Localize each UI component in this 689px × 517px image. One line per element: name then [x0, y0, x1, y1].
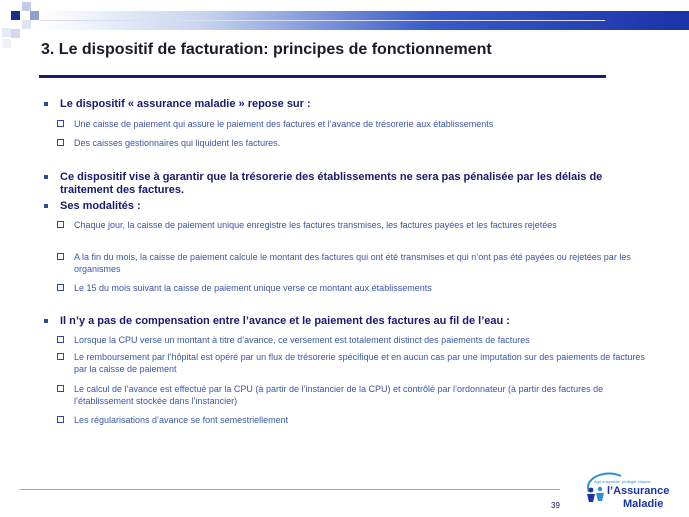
bullet-item [44, 315, 630, 328]
hollow-square-bullet-icon [57, 284, 64, 291]
sub-bullet-text: Une caisse de paiement qui assure le paiement des factures et l’avance de trésorerie aux établissements [74, 119, 494, 129]
square-bullet-icon [44, 102, 48, 106]
sub-bullet-item [57, 282, 647, 294]
hollow-square-bullet-icon [57, 385, 64, 392]
deco-square [2, 28, 11, 37]
deco-square [22, 2, 31, 11]
bullet-text: Ce dispositif vise à garantir que la trésorerie des établissements ne sera pas pénalisée par les délais de traitement des factures. [60, 171, 603, 196]
sub-bullet-item [57, 251, 647, 275]
deco-square [30, 11, 39, 20]
title-underline [39, 75, 606, 78]
deco-square [22, 20, 31, 29]
assurance-maladie-logo [583, 470, 683, 512]
hollow-square-bullet-icon [57, 221, 64, 228]
hollow-square-bullet-icon [57, 336, 64, 343]
square-bullet-icon [44, 175, 48, 179]
logo-tagline: Agir ensemble, protéger chacun [594, 479, 651, 484]
bullet-item [44, 98, 630, 111]
header-bar-line [40, 20, 605, 21]
deco-square [2, 39, 11, 48]
deco-square [11, 29, 20, 38]
sub-bullet-item [57, 219, 647, 231]
square-bullet-icon [44, 319, 48, 323]
sub-bullet-item [57, 137, 647, 149]
bullet-text: Il n’y a pas de compensation entre l’avance et le paiement des factures au fil de l’eau : [60, 315, 510, 327]
hollow-square-bullet-icon [57, 353, 64, 360]
bullet-text: Ses modalités : [60, 200, 141, 212]
deco-square [11, 11, 20, 20]
page-number: 39 [551, 501, 560, 510]
bullet-text: Le dispositif « assurance maladie » repose sur : [60, 98, 311, 110]
sub-bullet-text: Le remboursement par l’hôpital est opéré par un flux de trésorerie spécifique et en aucun cas par une imputation sur des paiements de factures par la caisse de paiement [74, 352, 645, 374]
sub-bullet-item [57, 334, 647, 346]
hollow-square-bullet-icon [57, 139, 64, 146]
sub-bullet-item [57, 351, 647, 375]
sub-bullet-item [57, 414, 647, 426]
hollow-square-bullet-icon [57, 416, 64, 423]
square-bullet-icon [44, 204, 48, 208]
sub-bullet-text: Le 15 du mois suivant la caisse de paiement unique verse ce montant aux établissements [74, 283, 432, 293]
hollow-square-bullet-icon [57, 253, 64, 260]
hollow-square-bullet-icon [57, 120, 64, 127]
sub-bullet-text: Les régularisations d’avance se font semestriellement [74, 415, 289, 425]
logo-line1: l’Assurance [607, 485, 670, 497]
sub-bullet-text: Le calcul de l’avance est effectué par la CPU (à partir de l’instancier de la CPU) et contrôlé par l’ordonnateur (à partir des factures de l’établissement stockée dans l’instancier) [74, 384, 604, 406]
logo-figures-icon [587, 487, 604, 502]
logo-line2: Maladie [623, 498, 664, 510]
sub-bullet-item [57, 383, 647, 407]
sub-bullet-text: Chaque jour, la caisse de paiement unique enregistre les factures transmises, les factures payées et les factures rejetées [74, 220, 557, 230]
sub-bullet-text: Des caisses gestionnaires qui liquident les factures. [74, 138, 281, 148]
sub-bullet-item [57, 118, 647, 130]
slide-title: 3. Le dispositif de facturation: principes de fonctionnement [41, 41, 492, 58]
sub-bullet-text: A la fin du mois, la caisse de paiement calcule le montant des factures qui ont été transmises et qui n’ont pas été payées ou rejetées par les organismes [74, 252, 631, 274]
bullet-item [44, 200, 630, 213]
bullet-item [44, 171, 630, 197]
footer-line [20, 489, 560, 490]
sub-bullet-text: Lorsque la CPU verse un montant à titre d’avance, ce versement est totalement distinct des paiements de factures [74, 335, 530, 345]
